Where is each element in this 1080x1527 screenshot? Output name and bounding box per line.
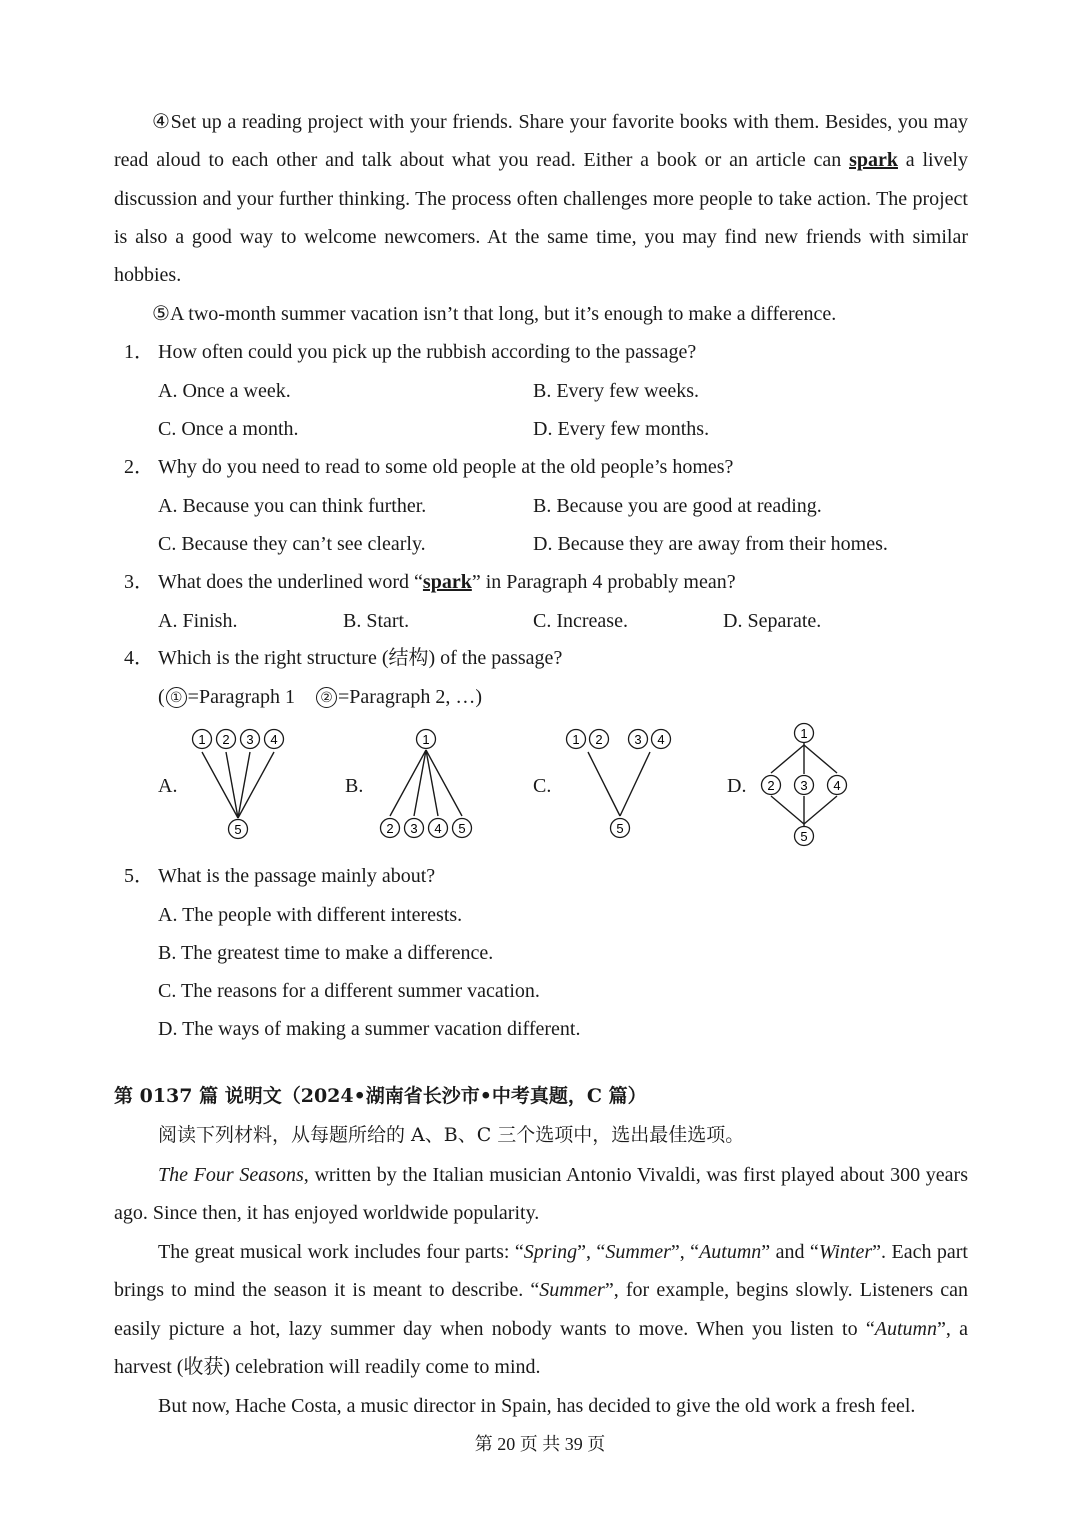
paragraph-4-number: ④	[152, 111, 171, 133]
svg-text:4: 4	[657, 732, 665, 747]
svg-text:2: 2	[222, 732, 230, 747]
question-2-number: 2．	[124, 456, 154, 478]
diagram-b-node-4	[429, 819, 448, 838]
diagram-d-node-2	[762, 776, 781, 795]
diagram-c-node-4	[652, 730, 671, 749]
svg-text:3: 3	[246, 732, 254, 747]
part-winter: Winter	[818, 1241, 873, 1263]
question-5-stem: What is the passage mainly about?	[158, 865, 436, 887]
question-2-stem: Why do you need to read to some old people at the old people’s homes?	[158, 456, 734, 478]
diagram-a-node-5	[229, 820, 248, 839]
question-2-option-b: B. Because you are good at reading.	[533, 495, 822, 517]
question-3-stem	[158, 570, 736, 594]
svg-text:4: 4	[833, 778, 841, 793]
section-paragraph-3: But now, Hache Costa, a music director in Spain, has decided to give the old work a fresh feel.	[158, 1395, 916, 1417]
note-open-paren: (	[158, 686, 165, 708]
paragraph-5-text: A two-month summer vacation isn’t that long, but it’s enough to make a difference.	[169, 303, 837, 325]
diagram-c-node-3	[629, 730, 648, 749]
question-3-underlined-word: spark	[422, 571, 472, 593]
question-3-option-a: A. Finish.	[158, 610, 238, 632]
diagram-d-node-3	[795, 776, 814, 795]
svg-text:5: 5	[234, 822, 242, 837]
page-footer: 第 20 页 共 39 页	[474, 1434, 606, 1454]
section-paragraph-2	[114, 1233, 968, 1386]
question-5-option-c: C. The reasons for a different summer vacation.	[158, 980, 540, 1002]
diagram-c-node-2	[590, 730, 609, 749]
circle-number-1: ①	[166, 687, 187, 708]
p2-text-g: ”, a harvest (收获) celebration will readily come to mind.	[114, 1317, 968, 1378]
section-heading: 第 0137 篇 说明文（2024•湖南省长沙市•中考真题，C 篇）	[114, 1085, 647, 1107]
question-1-number: 1．	[124, 341, 154, 363]
p2-text-b: ”, “	[577, 1241, 606, 1263]
note-paragraph-1: =Paragraph 1	[187, 686, 296, 708]
structure-diagram-b	[372, 720, 482, 845]
question-4-stem: Which is the right structure (结构) of the passage?	[158, 647, 563, 669]
part-spring: Spring	[523, 1241, 578, 1263]
question-5-option-b: B. The greatest time to make a difference.	[158, 942, 494, 964]
question-1-stem: How often could you pick up the rubbish according to the passage?	[158, 341, 697, 363]
paragraph-4-text-after: a lively discussion and your further thinking. The process often challenges more people to take action. The project is also a good way to welcome newcomers. At the same time, you may find new friends with similar hobbies.	[114, 149, 968, 287]
structure-option-b-label: B.	[345, 775, 364, 797]
diagram-d-node-5	[795, 827, 814, 846]
diagram-b-node-3	[405, 819, 424, 838]
svg-text:5: 5	[458, 821, 466, 836]
diagram-a-lines	[202, 752, 274, 818]
diagram-c-node-5	[611, 819, 630, 838]
part-autumn: Autumn	[699, 1241, 762, 1263]
diagram-b-lines	[390, 750, 462, 816]
p2-text-c: ”, “	[670, 1241, 700, 1263]
question-5-option-d: D. The ways of making a summer vacation different.	[158, 1018, 581, 1040]
svg-text:5: 5	[800, 829, 808, 844]
svg-text:1: 1	[422, 732, 430, 747]
question-3-stem-after: ” in Paragraph 4 probably mean?	[471, 571, 736, 593]
part-autumn-2: Autumn	[874, 1317, 937, 1340]
p2-text-e: ”. Each part brings to mind the season it is meant to describe. “	[114, 1241, 968, 1302]
part-summer-2: Summer	[539, 1279, 605, 1302]
diagram-c-node-1	[567, 730, 586, 749]
svg-text:2: 2	[767, 778, 775, 793]
diagram-a-node-3	[241, 730, 260, 749]
question-5-option-a: A. The people with different interests.	[158, 904, 463, 926]
section-instruction: 阅读下列材料，从每题所给的 A、B、C 三个选项中，选出最佳选项。	[158, 1124, 745, 1146]
question-3-option-d: D. Separate.	[723, 610, 822, 632]
svg-text:4: 4	[434, 821, 442, 836]
question-2-option-c: C. Because they can’t see clearly.	[158, 533, 426, 555]
question-3-option-b: B. Start.	[343, 610, 410, 632]
question-3-stem-before: What does the underlined word “	[158, 571, 423, 593]
question-5-number: 5．	[124, 865, 154, 887]
svg-text:3: 3	[634, 732, 642, 747]
p2-text-f: ”, for example, begins slowly. Listeners can easily picture a hot, lazy summer day when nobody wants to move. When you listen to “	[114, 1279, 968, 1340]
svg-text:2: 2	[386, 821, 394, 836]
svg-text:5: 5	[616, 821, 624, 836]
question-1-option-d: D. Every few months.	[533, 418, 710, 440]
underlined-word-spark: spark	[849, 149, 898, 172]
p2-text-a: The great musical work includes four parts: “	[158, 1241, 524, 1263]
question-4-number: 4．	[124, 647, 154, 669]
svg-text:2: 2	[595, 732, 603, 747]
p2-text-d: ” and “	[761, 1241, 819, 1263]
circle-number-2: ②	[316, 687, 337, 708]
question-2-option-a: A. Because you can think further.	[158, 495, 427, 517]
paragraph-4	[114, 103, 968, 294]
question-1-option-a: A. Once a week.	[158, 380, 291, 402]
paragraph-5	[152, 302, 836, 326]
svg-text:3: 3	[410, 821, 418, 836]
diagram-b-node-5	[453, 819, 472, 838]
diagram-b-node-1	[417, 730, 436, 749]
part-summer: Summer	[605, 1241, 671, 1263]
question-1-option-b: B. Every few weeks.	[533, 380, 700, 402]
section-paragraph-1-text: , written by the Italian musician Antonio Vivaldi, was first played about 300 years ago. Since then, it has enjoyed worldwide popularity.	[114, 1164, 968, 1225]
svg-text:1: 1	[572, 732, 580, 747]
question-2-option-d: D. Because they are away from their homes.	[533, 533, 888, 555]
structure-option-c-label: C.	[533, 775, 552, 797]
diagram-a-node-4	[265, 730, 284, 749]
work-title: The Four Seasons	[158, 1164, 304, 1186]
note-paragraph-2: =Paragraph 2, …)	[338, 686, 483, 708]
svg-text:1: 1	[198, 732, 206, 747]
question-4-note	[158, 685, 482, 709]
structure-diagram-a	[180, 720, 300, 845]
structure-option-d-label: D.	[727, 775, 747, 797]
structure-option-a-label: A.	[158, 775, 178, 797]
svg-text:4: 4	[270, 732, 278, 747]
paragraph-4-text-before: Set up a reading project with your friends. Share your favorite books with them. Besides, you may read aloud to each other and talk about what you read. Either a book or an article can	[114, 111, 968, 172]
diagram-a-node-1	[193, 730, 212, 749]
diagram-c-lines	[588, 752, 650, 816]
diagram-b-node-2	[381, 819, 400, 838]
paragraph-5-number: ⑤	[152, 303, 170, 325]
svg-text:1: 1	[800, 726, 808, 741]
section-paragraph-1	[114, 1156, 968, 1233]
structure-diagram-c	[562, 720, 682, 845]
question-1-option-c: C. Once a month.	[158, 418, 299, 440]
diagram-a-node-2	[217, 730, 236, 749]
question-3-option-c: C. Increase.	[533, 610, 628, 632]
diagram-d-node-4	[828, 776, 847, 795]
question-3-number: 3．	[124, 571, 154, 593]
svg-text:3: 3	[800, 778, 808, 793]
structure-diagram-d	[756, 718, 856, 852]
diagram-d-node-1	[795, 724, 814, 743]
